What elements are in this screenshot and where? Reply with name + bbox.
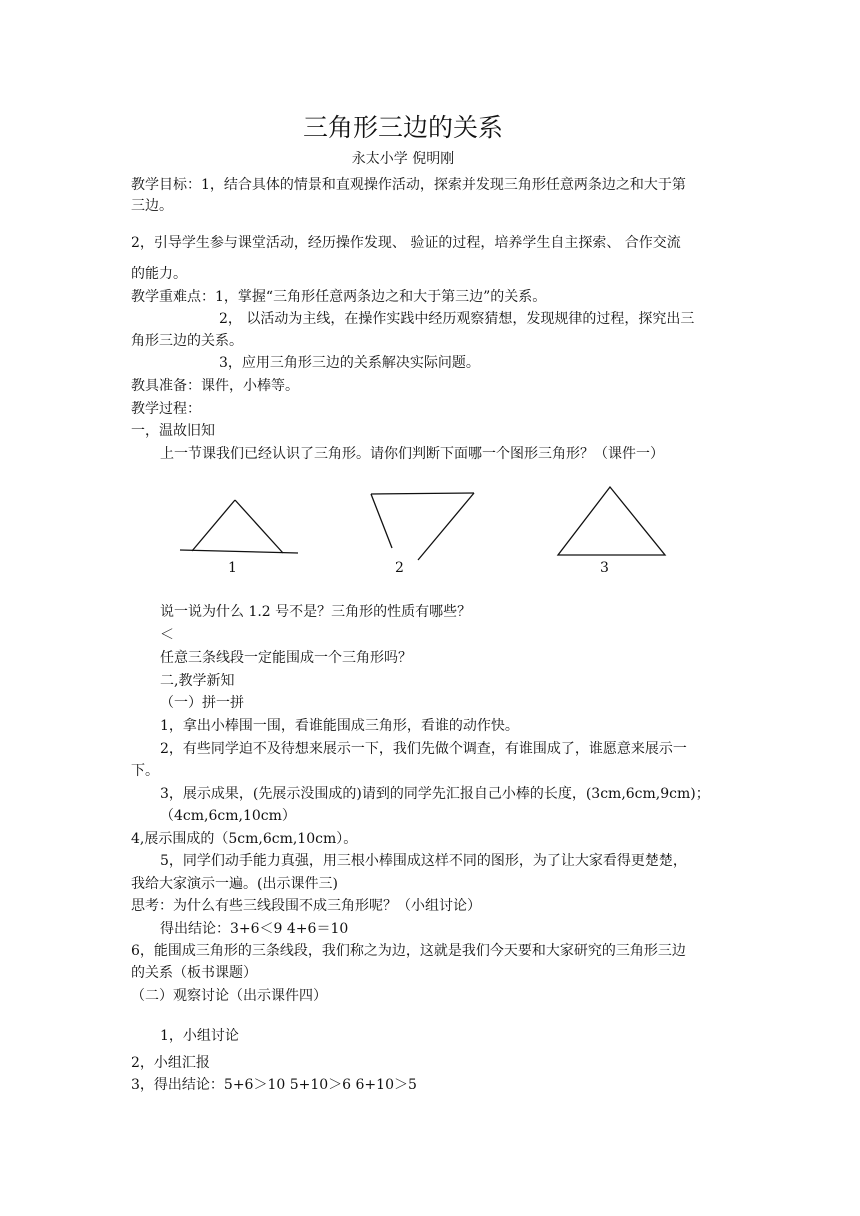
page-title: 三角形三边的关系 (302, 113, 503, 142)
text-line: 3，展示成果，(先展示没围成的)请到的同学先汇报自己小棒的长度，(3cm,6cm,9cm)； (160, 786, 710, 802)
text-line: 5，同学们动手能力真强，用三根小棒围成这样不同的图形，为了让大家看得更楚楚， (160, 853, 687, 869)
text-line: 教学过程： (131, 401, 201, 417)
sub-heading: （二）观察讨论（出示课件四） (131, 988, 327, 1004)
text-line: 教具准备：课件，小棒等。 (131, 378, 299, 394)
figure-1-shape (180, 500, 298, 553)
text-line: 6，能围成三角形的三条线段，我们称之为边，这就是我们今天要和大家研究的三角形三边 (131, 943, 686, 959)
text-line: 教学目标：1，结合具体的情景和直观操作活动，探索并发现三角形任意两条边之和大于第 (131, 177, 686, 193)
text-line: 1，拿出小棒围一围，看谁能围成三角形，看谁的动作快。 (160, 718, 519, 734)
text-line: 说一说为什么 1.2 号不是？三角形的性质有哪些？ (160, 604, 472, 620)
text-line: 我给大家演示一遍。(出示课件三) (131, 876, 338, 892)
text-line: 得出结论：3+6＜9 4+6＝10 (160, 921, 349, 937)
text-line: 思考：为什么有些三线段围不成三角形呢？（小组讨论） (131, 898, 481, 914)
text-line: 的关系（板书课题） (131, 965, 257, 981)
text-line: 3，应用三角形三边的关系解决实际问题。 (219, 355, 480, 371)
sub-heading: （一）拼一拼 (160, 695, 244, 711)
section-heading: 二,教学新知 (160, 673, 235, 689)
text-line: 下。 (131, 763, 159, 779)
text-line: 3，得出结论：5+6＞10 5+10＞6 6+10＞5 (131, 1077, 417, 1093)
text-line: 2，引导学生参与课堂活动，经历操作发现、 验证的过程，培养学生自主探索、 合作交流 (131, 235, 681, 251)
figure-2-shape (371, 493, 474, 560)
author-line: 永太小学 倪明刚 (351, 151, 455, 167)
text-line: （4cm,6cm,10cm） (160, 808, 296, 824)
text-line: 4,展示围成的（5cm,6cm,10cm）。 (131, 831, 358, 847)
text-line: 2，小组汇报 (131, 1055, 210, 1071)
text-line: 1，小组讨论 (160, 1028, 239, 1044)
text-line: 的能力。 (131, 266, 187, 282)
text-line: 任意三条线段一定能围成一个三角形吗？ (160, 650, 412, 666)
section-heading: 一，温故旧知 (131, 423, 215, 439)
figure-label: 2 (395, 560, 404, 576)
figure-3-shape (558, 487, 665, 555)
text-line: 教学重难点：1，掌握“三角形任意两条边之和大于第三边”的关系。 (131, 289, 547, 305)
text-line: ＜ (160, 627, 174, 643)
text-line: 2，有些同学迫不及待想来展示一下，我们先做个调查，有谁围成了，谁愿意来展示一 (160, 741, 687, 757)
figure-label: 1 (228, 560, 237, 576)
text-line: 2， 以活动为主线，在操作实践中经历观察猜想，发现规律的过程，探究出三 (219, 311, 695, 327)
figure-label: 3 (600, 560, 609, 576)
text-line: 三边。 (131, 198, 173, 214)
text-line: 角形三边的关系。 (131, 333, 243, 349)
text-line: 上一节课我们已经认识了三角形。请你们判断下面哪一个图形三角形？（课件一） (160, 446, 664, 462)
